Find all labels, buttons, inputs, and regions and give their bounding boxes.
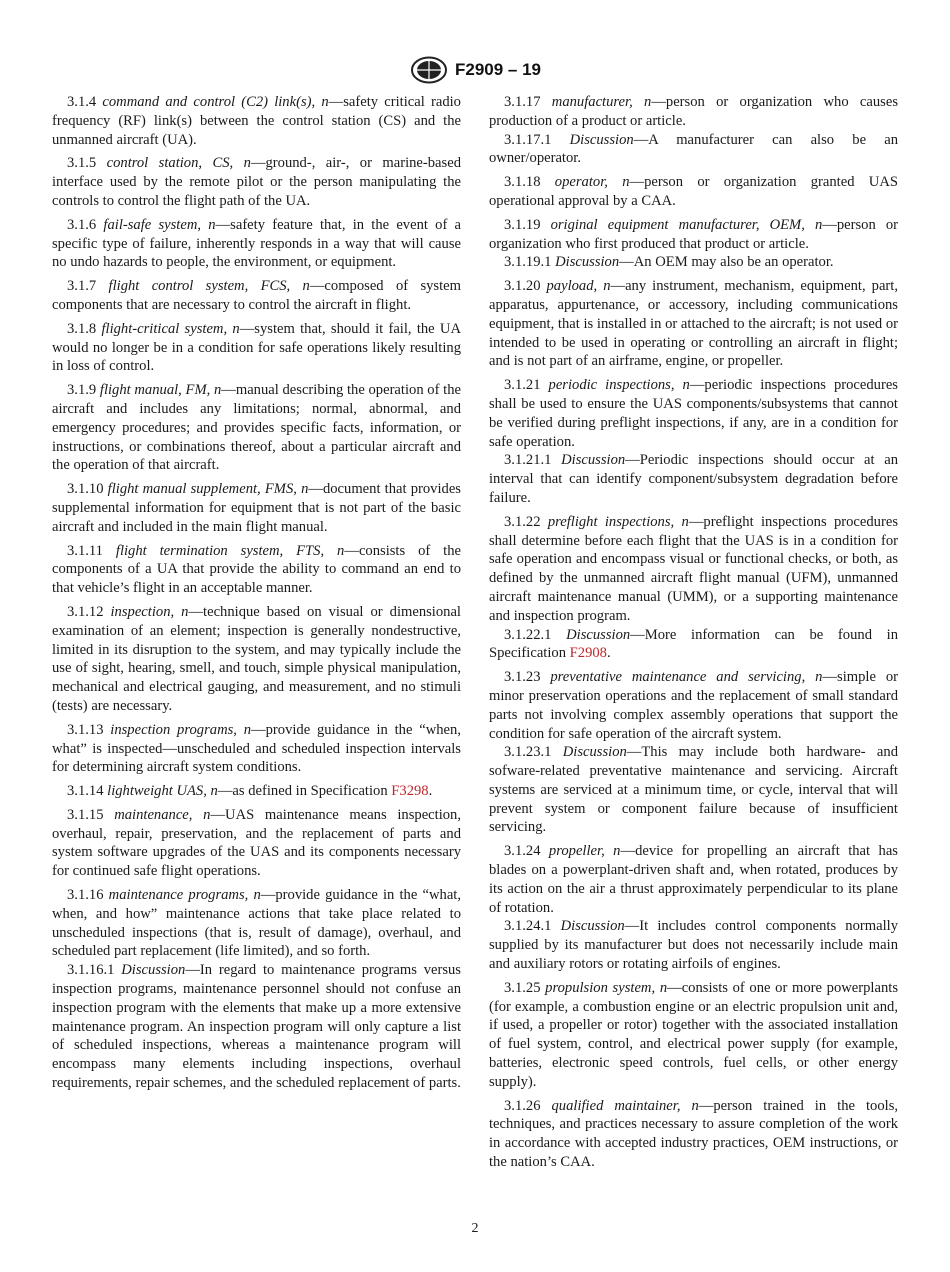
- standard-reference-link[interactable]: F3298: [391, 783, 429, 800]
- definition-paragraph: 3.1.15 maintenance, n—UAS maintenance means inspection, overhaul, repair, preservation, and the replacement of parts and system software upgrades of the UAS and its components necessary for continued safe flight operations.: [52, 806, 462, 880]
- definition-paragraph: 3.1.23 preventative maintenance and servicing, n—simple or minor preservation operations and the replacement of small standard parts not involving complex assembly operations that support the condition for safe operation of the aircraft system.: [489, 669, 898, 742]
- definition-paragraph: 3.1.5 control station, CS, n—ground-, air-, or marine-based interface used by the remote pilot or the person manipulating the controls to control the flight path of the UA.: [52, 155, 461, 209]
- defined-term: Discussion: [121, 962, 186, 979]
- section-number: 3.1.22: [504, 513, 541, 530]
- left-column: [52, 93, 461, 1098]
- section-number: 3.1.9: [67, 382, 97, 399]
- page-number: 2: [471, 1221, 479, 1236]
- standard-reference-link[interactable]: F2908: [569, 645, 607, 662]
- defined-term: maintenance programs,: [108, 887, 249, 904]
- definition-text: document that provides supplemental information for equipment that is not part of the basic aircraft and included in the main flight manual.: [52, 481, 461, 535]
- defined-term: fail-safe system,: [103, 216, 202, 233]
- defined-term: maintenance,: [114, 806, 193, 823]
- definition-text: technique based on visual or dimensional examination of an element; inspection is generally nondestructive, limited in its disruption to the system, and may typically include the use of sight, hearing, smell, and touch, simple physical manipulation, mechanical and electrical gauging, and measurement, and no stimuli (tests) are necessary.: [52, 603, 461, 714]
- section-number: 3.1.14: [67, 783, 104, 800]
- section-number: 3.1.13: [67, 721, 104, 738]
- section-number: 3.1.4: [67, 94, 97, 110]
- defined-term: periodic inspections,: [548, 377, 675, 394]
- definition-paragraph: 3.1.7 flight control system, FCS, n—composed of system components that are necessary to control the aircraft in flight.: [52, 278, 461, 313]
- section-number: 3.1.15: [67, 806, 104, 823]
- section-number: 3.1.6: [67, 216, 97, 233]
- part-of-speech: n: [681, 513, 689, 530]
- definition-paragraph: 3.1.6 fail-safe system, n—safety feature that, in the event of a specific type of failure, inherently responds in a way that will cause no undo hazards to people, the environment, or equipment.: [52, 216, 461, 271]
- definition-text: manual describing the operation of the aircraft and includes any limitations; normal, abnormal, and emergency procedures; and provides specific facts, information, or instructions, or combinations thereof, about a particular aircraft and the operation of that aircraft.: [52, 382, 461, 474]
- definition-paragraph: 3.1.11 flight termination system, FTS, n—consists of the components of a UA that provide the ability to command an end to that vehicle’s flight in an acceptable manner.: [52, 542, 461, 597]
- definition-text: UAS maintenance means inspection, overhaul, repair, preservation, and the replacement of parts and system software upgrades of the UAS and its components necessary for continued safe flight operations.: [52, 806, 462, 880]
- part-of-speech: n: [253, 887, 261, 904]
- definition-text: person or organization who first produced that product or article.: [489, 216, 898, 252]
- part-of-speech: n: [302, 278, 310, 295]
- definition-text: preflight inspections procedures shall determine before each flight that the UAS is in a condition for safe operation and encompass visual or functional checks, or both, as defined by the unmanned aircraft flight manual (UFM), unmanned aircraft maintenance manual (UMM), or a supporting maintenance and inspection program.: [489, 513, 898, 624]
- part-of-speech: n: [814, 216, 823, 233]
- section-number: 3.1.17: [504, 94, 541, 110]
- defined-term: original equipment manufacturer, OEM,: [550, 216, 805, 233]
- section-number: 3.1.16.1: [67, 962, 115, 979]
- defined-term: Discussion: [569, 131, 634, 148]
- section-number: 3.1.24: [504, 843, 541, 860]
- part-of-speech: n: [321, 94, 329, 110]
- definition-paragraph: 3.1.22 preflight inspections, n—preflight inspections procedures shall determine before each flight that the UAS is in a condition for safe operation and encompass visual or functional checks, or both, as defined by the unmanned aircraft flight manual (UFM), unmanned aircraft maintenance manual (UMM), or a supporting maintenance and inspection program.: [489, 513, 898, 624]
- section-number: 3.1.5: [67, 155, 97, 172]
- part-of-speech: n: [243, 721, 252, 738]
- part-of-speech: n: [644, 94, 652, 110]
- definition-text: safety critical radio frequency (RF) link(s) between the control station (CS) and the unmanned aircraft (UA).: [52, 94, 461, 148]
- section-number: 3.1.25: [504, 979, 541, 996]
- definition-paragraph: 3.1.17.1 Discussion—A manufacturer can also be an owner/operator.: [489, 131, 898, 167]
- definition-paragraph: 3.1.21.1 Discussion—Periodic inspections should occur at an interval that can identify component/subsystem degradation before failure.: [489, 452, 898, 506]
- section-number: 3.1.19.1: [504, 254, 552, 271]
- definition-text: This may include both hardware- and sofware-related preventative maintenance and servicing. Aircraft systems are serviced at a minimum time, or cycle, interval that will prevent system or component failure because of insufficient servicing.: [489, 744, 898, 836]
- section-number: 3.1.23: [504, 669, 541, 686]
- definition-paragraph: 3.1.8 flight-critical system, n—system that, should it fail, the UA would no longer be in a condition for safe operations likely resulting in loss of control.: [52, 320, 462, 375]
- definition-paragraph: 3.1.12 inspection, n—technique based on visual or dimensional examination of an element; inspection is generally nondestructive, limited in its disruption to the system, and may typically include the use of sight, hearing, smell, and touch, simple physical manipulation, mechanical and electrical gauging, and measurement, and no stimuli (tests) are necessary.: [52, 603, 461, 714]
- definition-paragraph: 3.1.10 flight manual supplement, FMS, n—document that provides supplemental information for equipment that is not part of the basic aircraft and included in the main flight manual.: [52, 481, 461, 535]
- definition-text: provide guidance in the “when, what” is inspected—unscheduled and scheduled inspection intervals for determining aircraft system conditions.: [52, 721, 461, 776]
- section-number: 3.1.24.1: [504, 918, 552, 935]
- section-number: 3.1.7: [67, 278, 97, 295]
- definition-text: ground-, air-, or marine-based interface used by the remote pilot or the person manipulating the controls to control the flight path of the UA.: [52, 155, 461, 209]
- defined-term: control station, CS,: [106, 155, 234, 172]
- definition-text: as defined in Specification: [232, 783, 392, 800]
- part-of-speech: n: [691, 1097, 699, 1114]
- section-number: 3.1.23.1: [504, 744, 552, 761]
- part-of-speech: n: [622, 174, 630, 191]
- definition-text: In regard to maintenance programs versus inspection programs, maintenance personnel should not confuse an inspection program with the elements that make up a more extensive maintenance program. An inspection program will only capture a list of scheduled inspections, whereas a maintenance program will encompass many elements including inspections, overhaul requirements, repair schemes, and the scheduled replacement of parts.: [52, 962, 461, 1092]
- definition-text: consists of one or more powerplants (for example, a combustion engine or an electric propulsion unit and, if used, a propeller or rotor) together with the associated installation of fuel system, control, and electrical power supply (for example, batteries, electronic speed controls, fuel cells, or other energy supply).: [489, 979, 899, 1090]
- section-number: 3.1.20: [504, 278, 541, 295]
- definition-paragraph: 3.1.22.1 Discussion—More information can be found in Specification F2908.: [489, 626, 898, 662]
- astm-logo-icon: [409, 56, 449, 84]
- defined-term: flight manual, FM,: [99, 382, 211, 399]
- defined-term: Discussion: [560, 918, 625, 935]
- definition-text: person trained in the tools, techniques, and practices necessary to assure completion of the work in accordance with accepted industry practices, OEM instructions, or the nation’s CAA.: [489, 1097, 899, 1171]
- section-number: 3.1.26: [504, 1097, 541, 1114]
- definition-paragraph: 3.1.25 propulsion system, n—consists of one or more powerplants (for example, a combustion engine or an electric propulsion unit and, if used, a propeller or rotor) together with the associated installation of fuel system, control, and electrical power supply (for example, batteries, electronic speed controls, fuel cells, or other energy supply).: [489, 979, 899, 1090]
- definition-paragraph: 3.1.16.1 Discussion—In regard to maintenance programs versus inspection programs, maintenance personnel should not confuse an inspection program with the elements that make up a more extensive maintenance program. An inspection program will only capture a list of scheduled inspections, whereas a maintenance program will encompass many elements including inspections, overhaul requirements, repair schemes, and the scheduled replacement of parts.: [52, 962, 461, 1092]
- section-number: 3.1.21.1: [504, 452, 552, 469]
- definition-paragraph: 3.1.19.1 Discussion—An OEM may also be an operator.: [504, 254, 834, 271]
- definition-text: simple or minor preservation operations and the replacement of small standard parts not involving complex assembly operations that support the condition for safe operation of the aircraft system.: [489, 669, 898, 742]
- part-of-speech: n: [682, 377, 690, 394]
- part-of-speech: n: [301, 481, 309, 498]
- part-of-speech: n: [613, 843, 621, 860]
- defined-term: propeller,: [548, 843, 605, 860]
- definition-text: It includes control components normally supplied by its manufacturer but does not necessarily include main and auxiliary rotors or rotating airfoils of engines.: [489, 918, 898, 973]
- defined-term: propulsion system,: [545, 979, 656, 996]
- section-number: 3.1.22.1: [504, 626, 552, 643]
- trailing-punctuation: .: [428, 783, 433, 800]
- definition-paragraph: 3.1.9 flight manual, FM, n—manual describing the operation of the aircraft and includes any limitations; normal, abnormal, and emergency procedures; and provides specific facts, information, or instructions, or combinations thereof, about a particular aircraft and the operation of that aircraft.: [52, 382, 461, 474]
- defined-term: flight manual supplement, FMS,: [107, 481, 297, 498]
- page-header: [0, 56, 950, 84]
- defined-term: inspection programs,: [110, 721, 237, 738]
- part-of-speech: n: [815, 669, 823, 686]
- part-of-speech: n: [603, 278, 611, 295]
- standard-designation: F2909 – 19: [454, 60, 541, 79]
- section-number: 3.1.8: [67, 320, 97, 337]
- section-number: 3.1.21: [504, 377, 541, 394]
- definition-text: Periodic inspections should occur at an interval that can identify component/subsystem degradation before failure.: [489, 452, 898, 506]
- definition-paragraph: 3.1.17 manufacturer, n—person or organization who causes production of a product or article.: [489, 94, 899, 129]
- part-of-speech: n: [208, 216, 216, 233]
- section-number: 3.1.12: [67, 603, 104, 620]
- definition-text: composed of system components that are necessary to control the aircraft in flight.: [52, 278, 461, 313]
- definition-text: person or organization who causes production of a product or article.: [489, 94, 899, 129]
- part-of-speech: n: [337, 542, 345, 559]
- definition-text: safety feature that, in the event of a specific type of failure, inherently responds in a way that will cause no undo hazards to people, the environment, or equipment.: [52, 216, 461, 271]
- definition-text: A manufacturer can also be an owner/operator.: [489, 131, 898, 167]
- section-number: 3.1.11: [67, 542, 103, 559]
- definition-text: system that, should it fail, the UA would no longer be in a condition for safe operations likely resulting in loss of control.: [52, 320, 462, 375]
- section-number: 3.1.16: [67, 887, 104, 904]
- defined-term: Discussion: [561, 452, 626, 469]
- definition-paragraph: 3.1.20 payload, n—any instrument, mechanism, equipment, part, apparatus, appurtenance, or accessory, including communications equipment, that is installed in or attached to the aircraft; is not used or intended to be used in operating or controlling an aircraft in flight; and is not part of an airframe, engine, or propeller.: [489, 278, 898, 370]
- definition-text: person or organization granted UAS operational approval by a CAA.: [489, 174, 899, 209]
- definition-paragraph: 3.1.4 command and control (C2) link(s), n—safety critical radio frequency (RF) link(s) between the control station (CS) and the unmanned aircraft (UA).: [52, 94, 461, 148]
- defined-term: flight control system, FCS,: [108, 278, 291, 295]
- defined-term: payload,: [546, 278, 598, 295]
- defined-term: inspection,: [110, 603, 175, 620]
- definition-text: More information can be found in Specification: [489, 626, 898, 662]
- definition-paragraph: 3.1.24.1 Discussion—It includes control components normally supplied by its manufacturer but does not necessarily include main and auxiliary rotors or rotating airfoils of engines.: [489, 918, 898, 973]
- defined-term: qualified maintainer,: [551, 1097, 681, 1114]
- definition-text: any instrument, mechanism, equipment, part, apparatus, appurtenance, or accessory, including communications equipment, that is installed in or attached to the aircraft; is not used or intended to be used in operating or controlling an aircraft in flight; and is not part of an airframe, engine, or propeller.: [489, 278, 898, 370]
- right-column: [489, 93, 898, 1177]
- definition-paragraph: 3.1.19 original equipment manufacturer, OEM, n—person or organization who first produced that product or article.: [489, 216, 898, 252]
- part-of-speech: n: [203, 806, 211, 823]
- definition-paragraph: 3.1.23.1 Discussion—This may include both hardware- and sofware-related preventative maintenance and servicing. Aircraft systems are serviced at a minimum time, or cycle, interval that will prevent system or component failure because of insufficient servicing.: [489, 744, 898, 836]
- defined-term: command and control (C2) link(s),: [102, 94, 316, 110]
- part-of-speech: n: [213, 382, 222, 399]
- defined-term: manufacturer,: [551, 94, 633, 110]
- trailing-punctuation: .: [606, 645, 611, 662]
- definition-text: provide guidance in the “what, when, and how” maintenance actions that take place related to unscheduled inspections (that is, result of damage), overhaul, and scheduled part replacement (life limited), and so forth.: [52, 887, 462, 960]
- defined-term: preflight inspections,: [547, 513, 675, 530]
- definition-paragraph: 3.1.14 lightweight UAS, n—as defined in Specification F3298.: [67, 783, 433, 800]
- section-number: 3.1.18: [504, 174, 541, 191]
- definition-paragraph: 3.1.21 periodic inspections, n—periodic inspections procedures shall be used to ensure the UAS components/subsystems that cannot be verified during preflight inspections, if any, are in a condition for safe operation.: [489, 377, 898, 450]
- defined-term: Discussion: [562, 744, 627, 761]
- definition-text: consists of the components of a UA that provide the ability to command an end to that vehicle’s flight in an acceptable manner.: [52, 542, 461, 597]
- definition-text: An OEM may also be an operator.: [633, 254, 834, 271]
- definition-text: periodic inspections procedures shall be used to ensure the UAS components/subsystems that cannot be verified during preflight inspections, if any, are in a condition for safe operation.: [489, 377, 898, 450]
- definition-paragraph: 3.1.26 qualified maintainer, n—person trained in the tools, techniques, and practices necessary to assure completion of the work in accordance with accepted industry practices, OEM instructions, or the nation’s CAA.: [489, 1097, 899, 1171]
- definition-paragraph: 3.1.24 propeller, n—device for propelling an aircraft that has blades on a powerplant-driven shaft and, when rotated, produces by its action on the air a thrust approximately perpendicular to its plane of rotation.: [489, 843, 898, 916]
- section-number: 3.1.19: [504, 216, 541, 233]
- part-of-speech: n: [232, 320, 240, 337]
- defined-term: flight-critical system,: [101, 320, 228, 337]
- definition-text: device for propelling an aircraft that has blades on a powerplant-driven shaft and, when rotated, produces by its action on the air a thrust approximately perpendicular to its plane of rotation.: [489, 843, 898, 916]
- part-of-speech: n: [659, 979, 668, 996]
- defined-term: flight termination system, FTS,: [115, 542, 325, 559]
- defined-term: operator,: [554, 174, 608, 191]
- part-of-speech: n: [210, 783, 218, 800]
- defined-term: Discussion: [555, 254, 620, 271]
- part-of-speech: n: [181, 603, 189, 620]
- section-number: 3.1.17.1: [504, 131, 552, 148]
- section-number: 3.1.10: [67, 481, 104, 498]
- definition-paragraph: 3.1.16 maintenance programs, n—provide guidance in the “what, when, and how” maintenance actions that take place related to unscheduled inspections (that is, result of damage), overhaul, and scheduled part replacement (life limited), and so forth.: [52, 887, 462, 960]
- definition-paragraph: 3.1.18 operator, n—person or organization granted UAS operational approval by a CAA.: [489, 174, 899, 209]
- part-of-speech: n: [243, 155, 251, 172]
- defined-term: Discussion: [566, 626, 631, 643]
- defined-term: preventative maintenance and servicing,: [550, 669, 806, 686]
- definition-paragraph: 3.1.13 inspection programs, n—provide guidance in the “when, what” is inspected—unscheduled and scheduled inspection intervals for determining aircraft system conditions.: [52, 721, 461, 776]
- defined-term: lightweight UAS,: [107, 783, 207, 800]
